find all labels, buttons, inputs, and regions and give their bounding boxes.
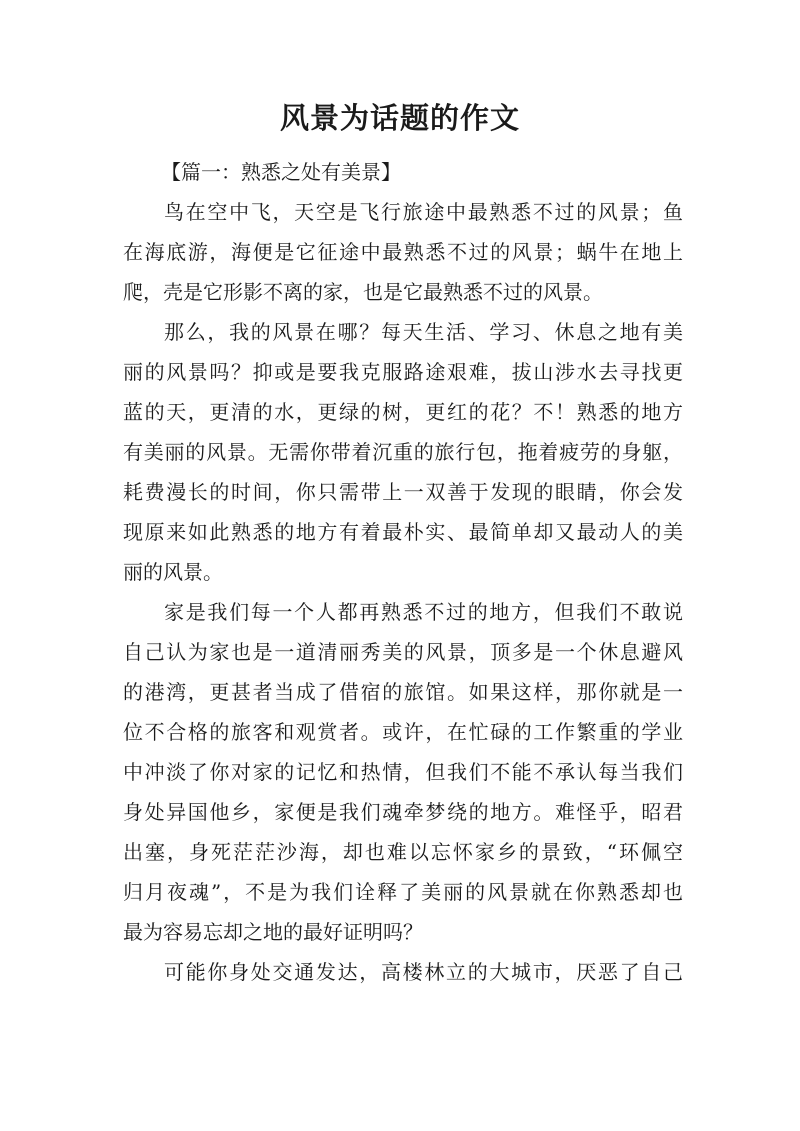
text-line: 有美丽的风景。无需你带着沉重的旅行包，拖着疲劳的身躯， [123, 440, 683, 464]
text-line: 可能你身处交通发达，高楼林立的大城市，厌恶了自己 [164, 960, 683, 984]
text-line: 的港湾，更甚者当成了借宿的旅馆。如果这样，那你就是一 [123, 680, 683, 704]
text-line: 在海底游，海便是它征途中最熟悉不过的风景；蜗牛在地上 [123, 240, 683, 264]
text-line: 丽的风景。 [123, 560, 223, 584]
text-line: 身处异国他乡，家便是我们魂牵梦绕的地方。难怪乎，昭君 [123, 800, 683, 824]
text-line: 中冲淡了你对家的记忆和热情，但我们不能不承认每当我们 [123, 760, 683, 784]
text-line: 家是我们每一个人都再熟悉不过的地方，但我们不敢说 [164, 600, 683, 624]
text-line: 耗费漫长的时间，你只需带上一双善于发现的眼睛，你会发 [123, 480, 683, 504]
document-title: 风景为话题的作文 [279, 101, 520, 135]
text-line: 鸟在空中飞，天空是飞行旅途中最熟悉不过的风景；鱼 [164, 200, 683, 224]
paragraph-4 [123, 952, 683, 992]
text-line: 出塞，身死茫茫沙海，却也难以忘怀家乡的景致，“环佩空 [123, 840, 683, 864]
text-line: 自己认为家也是一道清丽秀美的风景，顶多是一个休息避风 [123, 640, 683, 664]
text-line: 那么，我的风景在哪？每天生活、学习、休息之地有美 [164, 320, 683, 344]
text-line: 现原来如此熟悉的地方有着最朴实、最简单却又最动人的美 [123, 520, 683, 544]
paragraph-1 [123, 192, 683, 312]
text-line: 丽的风景吗？抑或是要我克服路途艰难，拔山涉水去寻找更 [123, 360, 683, 384]
paragraph-3 [123, 592, 683, 952]
document-body [123, 152, 683, 992]
text-line: 最为容易忘却之地的最好证明吗？ [123, 920, 423, 944]
paragraph-2 [123, 312, 683, 592]
text-line: 位不合格的旅客和观赏者。或许，在忙碌的工作繁重的学业 [123, 720, 683, 744]
text-line: 归月夜魂”，不是为我们诠释了美丽的风景就在你熟悉却也 [123, 880, 683, 904]
text-line: 蓝的天，更清的水，更绿的树，更红的花？不！熟悉的地方 [123, 400, 683, 424]
text-line: 爬，壳是它形影不离的家，也是它最熟悉不过的风景。 [123, 280, 603, 304]
section-heading: 【篇一：熟悉之处有美景】 [161, 160, 401, 184]
